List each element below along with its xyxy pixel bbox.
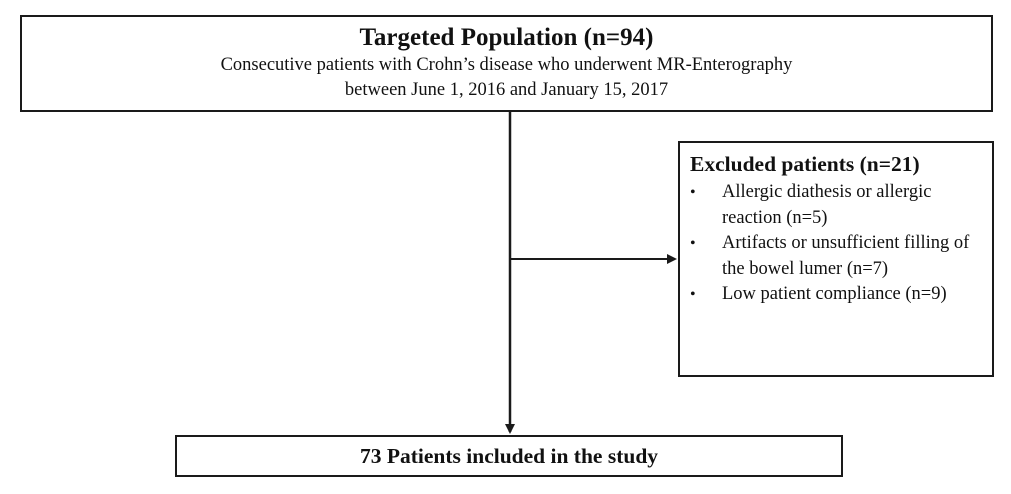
included-patients-title: 73 Patients included in the study: [359, 444, 659, 468]
population-description-line-2: between June 1, 2016 and January 15, 2017: [344, 80, 669, 100]
bullet-icon: •: [690, 235, 696, 252]
excluded-patients-box: [678, 141, 994, 377]
exclusion-reason-text: Allergic diathesis or allergic reaction (n=5): [722, 182, 932, 228]
bullet-icon: •: [690, 286, 696, 303]
targeted-population-box: [20, 15, 993, 112]
exclusion-reason-text: Artifacts or unsufficient filling of the bowel lumer (n=7): [722, 233, 970, 279]
targeted-population-title: Targeted Population (n=94): [359, 24, 654, 51]
exclusion-reason-item: [688, 231, 986, 282]
included-patients-box: [175, 435, 843, 477]
exclusion-reasons-list: [688, 180, 986, 308]
exclusion-reason-item: [688, 282, 986, 308]
population-description-line-1: Consecutive patients with Crohn’s disease who underwent MR-Enterography: [220, 55, 793, 75]
bullet-icon: •: [690, 184, 696, 201]
exclusion-reason-item: [688, 180, 986, 231]
exclusion-reason-text: Low patient compliance (n=9): [722, 284, 947, 304]
excluded-patients-title: Excluded patients (n=21): [690, 152, 920, 176]
